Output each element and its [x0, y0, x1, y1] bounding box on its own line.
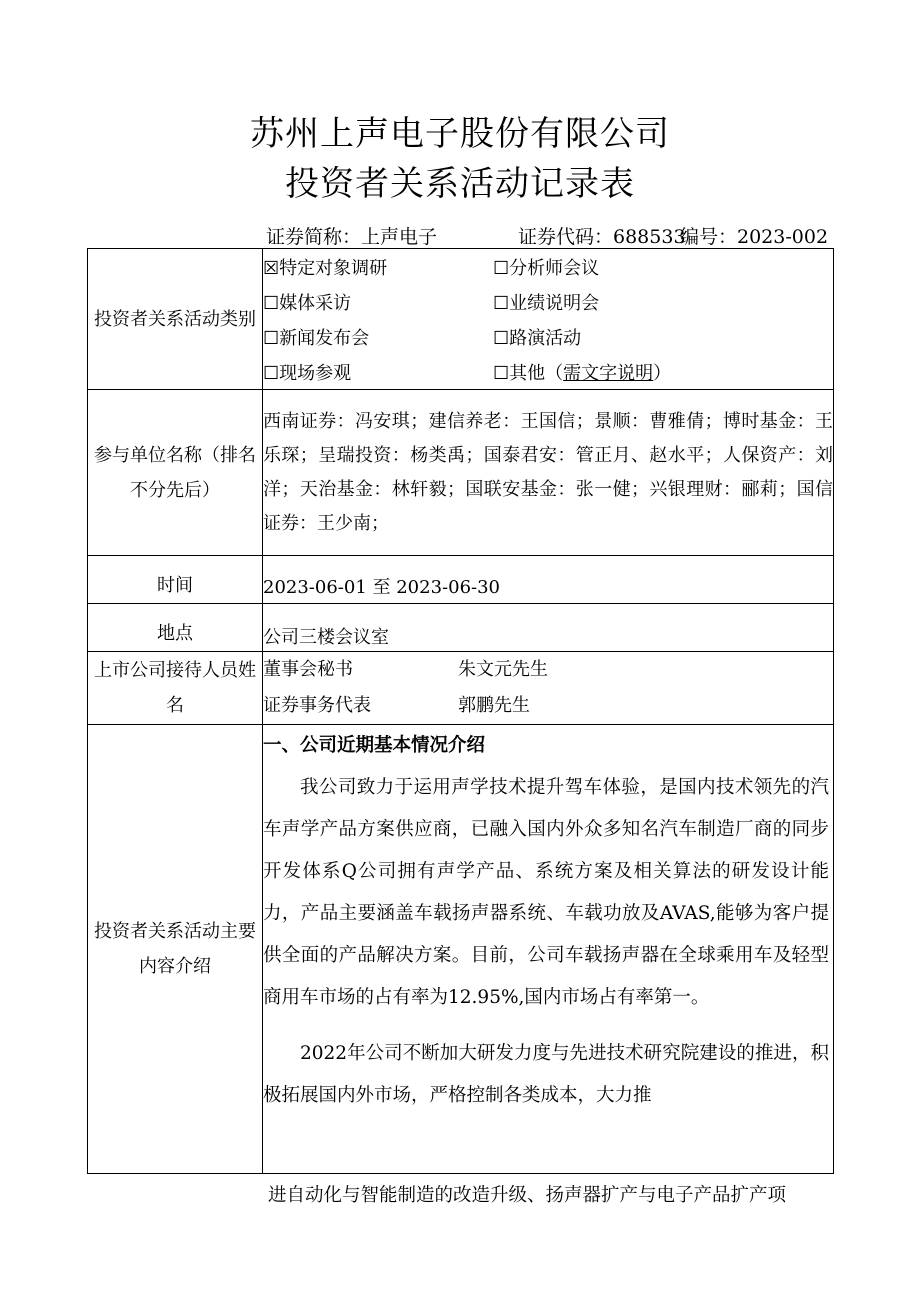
- security-short-name: 证券简称：上声电子: [266, 226, 438, 248]
- reception-person: 董事会秘书 朱文元先生: [263, 659, 548, 680]
- content-value: [263, 725, 834, 1174]
- reception-value: [263, 652, 834, 725]
- option-roadshow[interactable]: ☐路演活动: [493, 327, 582, 349]
- record-number: 编号：2023-002: [680, 226, 829, 248]
- content-paragraph: 我公司致力于运用声学技术提升驾车体验，是国内技术领先的汽车声学产品方案供应商，已融入国内外众多知名汽车制造厂商的同步开发体系Q公司拥有声学产品、系统方案及相关算法的研发设计能力，产品主要涵盖车载扬声器系统、车载功放及AVAS,能够为客户提供全面的产品解决方案。目前，公司车载扬声器在全球乘用车及轻型商用车市场的占有率为12.95%,国内市场占有率第一。: [263, 777, 829, 1008]
- option-row: [263, 319, 833, 354]
- content-label: 投资者关系活动主要内容介绍: [88, 725, 263, 1174]
- checkbox-icon: ☐: [263, 292, 280, 314]
- option-analyst-meeting[interactable]: ☐分析师会议: [493, 257, 600, 279]
- checkbox-icon: ☐: [263, 362, 280, 384]
- option-row: [263, 249, 833, 284]
- company-title: 苏州上声电子股份有限公司: [250, 114, 670, 154]
- participants-value: [263, 390, 834, 556]
- checkbox-icon: ☐: [263, 327, 280, 349]
- other-note: 需文字说明: [563, 362, 654, 384]
- option-media-interview[interactable]: ☐媒体采访: [263, 292, 352, 314]
- reception-label: 上市公司接待人员姓名: [88, 652, 263, 725]
- content-row: [88, 725, 834, 1174]
- participants-label: 参与单位名称（排名不分先后）: [88, 390, 263, 556]
- location-value: 公司三楼会议室: [263, 604, 834, 652]
- option-site-visit[interactable]: ☐现场参观: [263, 362, 352, 384]
- time-label: 时间: [88, 556, 263, 604]
- content-body: [263, 725, 833, 1117]
- activity-type-options: [263, 249, 834, 390]
- checkbox-icon: ☐: [493, 292, 510, 314]
- time-value: 2023-06-01 至 2023-06-30: [263, 556, 834, 604]
- checked-box-icon: ☒: [263, 257, 280, 279]
- checkbox-icon: ☐: [493, 257, 510, 279]
- location-label: 地点: [88, 604, 263, 652]
- content-paragraph: 2022年公司不断加大研发力度与先进技术研究院建设的推进，积极拓展国内外市场，严格控制各类成本，大力推: [263, 1043, 829, 1106]
- location-row: [88, 604, 834, 652]
- reception-person: 证券事务代表 郭鹏先生: [263, 695, 530, 716]
- participants-text: 西南证券：冯安琪；建信养老：王国信；景顺：曹雅倩；博时基金：王乐琛；呈瑞投资：杨类禹；国泰君安：管正月、赵水平；人保资产：刘洋；天治基金：林轩毅；国联安基金：张一健；兴银理财：郦莉；国信证券：王少南；: [263, 410, 833, 534]
- time-row: [88, 556, 834, 604]
- activity-type-label: 投资者关系活动类别: [88, 249, 263, 390]
- activity-type-row: [88, 249, 834, 390]
- section-heading: 一、公司近期基本情况介绍: [263, 735, 486, 756]
- option-press-conference[interactable]: ☐新闻发布会: [263, 327, 370, 349]
- option-row: [263, 284, 833, 319]
- checkbox-icon: ☐: [493, 327, 510, 349]
- security-code: 证券代码：688533: [518, 226, 686, 248]
- option-other[interactable]: ☐其他（需文字说明）: [493, 359, 671, 385]
- option-row: [263, 354, 833, 389]
- option-results-briefing[interactable]: ☐业绩说明会: [493, 292, 600, 314]
- continuation-text: 进自动化与智能制造的改造升级、扬声器扩产与电子产品扩产项: [268, 1185, 787, 1206]
- participants-row: [88, 390, 834, 556]
- record-table: [87, 248, 834, 1174]
- option-specific-research[interactable]: ☒特定对象调研: [263, 257, 388, 279]
- checkbox-icon: ☐: [493, 362, 510, 384]
- form-title: 投资者关系活动记录表: [285, 164, 635, 204]
- reception-row: [88, 652, 834, 725]
